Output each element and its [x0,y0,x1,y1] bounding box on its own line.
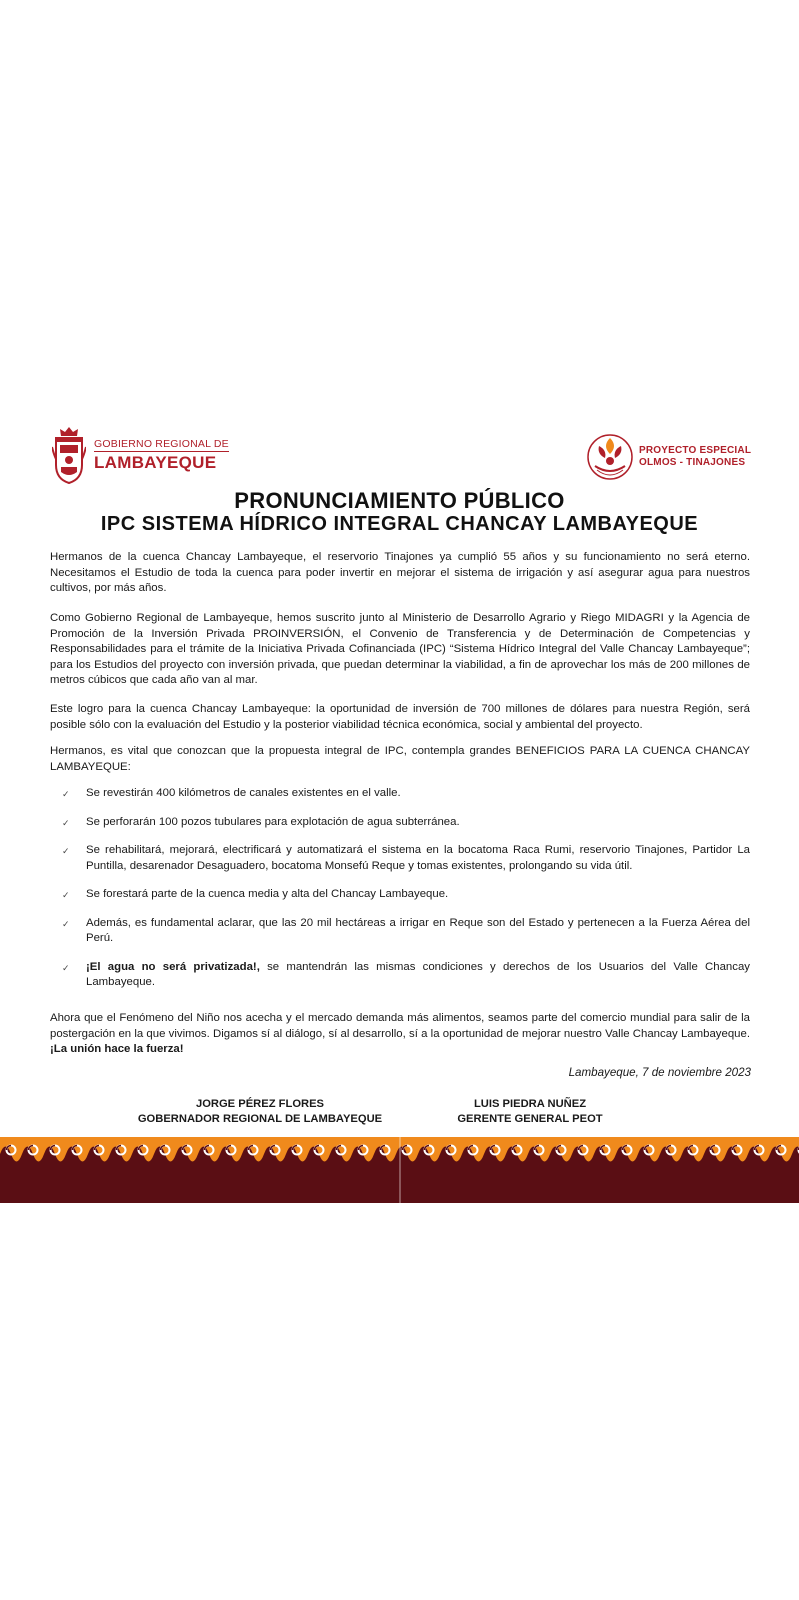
list-item [50,916,750,947]
list-item [50,786,750,802]
list-item [50,960,750,991]
closing-text: Ahora que el Fenómeno del Niño nos acecha y el mercado demanda más alimentos, seamos parte del comercio mundial para salir de la postergación en la que vivimos. Digamos sí al diálogo, sí al desarrollo, sí a la oportunidad de mejorar nuestro Valle Chancay Lambayeque. [50,1012,750,1040]
signature-governor [130,1097,390,1127]
benefit-text: Además, es fundamental aclarar, que las 20 mil hectáreas a irrigar en Reque son del Estado y pertenecen a la Fuerza Aérea del Perú. [86,916,750,944]
paragraph-intro: Hermanos de la cuenca Chancay Lambayeque, el reservorio Tinajones ya cumplió 55 años y su funcionamiento no será eterno. Necesitamos el Estudio de toda la cuenca para poder invertir en mejorar el sistema de irrigación y así asegurar agua para nuestros cultivos, por más años. [50,551,750,594]
logo-right-line2: OLMOS - TINAJONES [639,457,746,468]
benefit-text: Se rehabilitará, mejorará, electrificará y automatizará el sistema en la bocatoma Raca Rumi, reservorio Tinajones, Partidor La Puntilla, desarenador Desaguadero, bocatoma Monsefú Reque y tomas existentes, prolongando su vida útil. [86,844,750,872]
check-icon: ✓ [62,962,70,973]
list-item [50,887,750,903]
benefit-emphasis: ¡El agua no será privatizada!, [86,960,260,973]
signature-manager [430,1097,630,1127]
paragraph-closing [50,1011,750,1058]
gobierno-regional-logo [52,425,229,485]
signatory-name: LUIS PIEDRA NUÑEZ [473,1098,587,1110]
page-subtitle: IPC SISTEMA HÍDRICO INTEGRAL CHANCAY LAMBAYEQUE [100,513,699,535]
paragraph-agreement: Como Gobierno Regional de Lambayeque, hemos suscrito junto al Ministerio de Desarrollo Agrario y Riego MIDAGRI y la Agencia de Promoción de la Inversión Privada PROINVERSIÓN, el Convenio de Transferencia y de Determinación de Competencias y Responsabilidades para el trámite de la Iniciativa Privada Cofinanciada (IPC) “Sistema Hídrico Integral del Valle Chancay Lambayeque”; para los Estudios del proyecto con inversión privada, que puedan determinar la viabilidad, a fin de aprovechar los más de 200 millones de metros cúbicos que cada año van al mar. [50,612,750,686]
coat-of-arms-icon [52,425,86,485]
decorative-footer-band [0,1137,799,1203]
gobierno-regional-wordmark [94,439,229,471]
peot-emblem-icon [585,432,635,482]
logo-left-line1: GOBIERNO REGIONAL DE [94,438,229,451]
page-title: PRONUNCIAMIENTO PÚBLICO [234,488,565,513]
benefit-text: Se forestará parte de la cuenca media y alta del Chancay Lambayeque. [86,888,449,900]
closing-slogan: ¡La unión hace la fuerza! [50,1043,184,1055]
check-icon: ✓ [62,846,70,856]
document-date: Lambayeque, 7 de noviembre 2023 [568,1066,751,1079]
benefit-text: Se revestirán 400 kilómetros de canales existentes en el valle. [86,787,401,799]
logo-left-line2: LAMBAYEQUE [94,452,217,472]
signatory-role: GERENTE GENERAL PEOT [457,1113,603,1125]
check-icon: ✓ [62,817,70,828]
signatory-name: JORGE PÉREZ FLORES [195,1098,325,1110]
peot-logo [585,432,751,482]
check-icon: ✓ [62,789,70,799]
benefit-text: se mantendrán las mismas condiciones y derechos de los Usuarios del Valle Chancay Lambayeque. [86,960,750,988]
peot-wordmark [639,445,751,470]
paragraph-investment: Este logro para la cuenca Chancay Lambayeque: la oportunidad de inversión de 700 millones de dólares para nuestra Región, será posible sólo con la evaluación del Estudio y la posterior viabilidad técnica económica, social y ambiental del proyecto. [50,703,750,731]
list-item [50,815,750,831]
check-icon: ✓ [62,918,70,929]
paragraph-benefits-intro: Hermanos, es vital que conozcan que la propuesta integral de IPC, contempla grandes BENEFICIOS PARA LA CUENCA CHANCAY LAMBAYEQUE: [50,745,750,773]
benefits-list [50,786,750,991]
check-icon: ✓ [62,890,70,900]
list-item [50,843,750,874]
logo-right-line1: PROYECTO ESPECIAL [639,444,752,456]
benefit-text: Se perforarán 100 pozos tubulares para explotación de agua subterránea. [86,815,460,828]
signatory-role: GOBERNADOR REGIONAL DE LAMBAYEQUE [137,1113,383,1125]
